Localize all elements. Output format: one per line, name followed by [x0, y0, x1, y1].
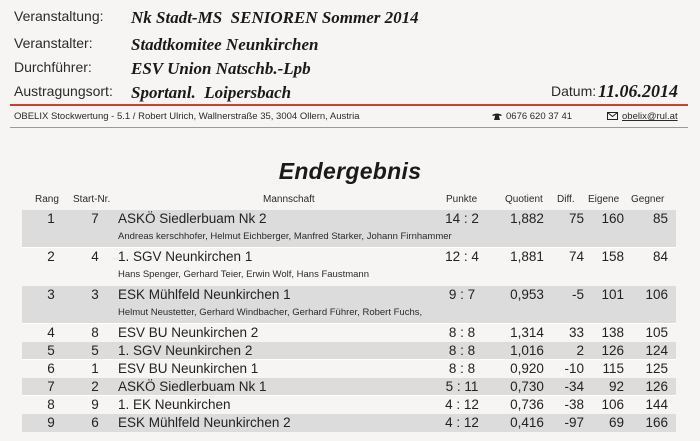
- event-info: [0, 0, 700, 105]
- footer-divider: [10, 127, 688, 128]
- team-cell: 1. EK Neunkirchen: [118, 397, 231, 412]
- austragungsort-label: Austragungsort:: [14, 83, 113, 99]
- diff-cell: 33: [568, 325, 584, 340]
- austragungsort-value: Sportanl. Loipersbach: [131, 83, 292, 102]
- punkte-cell: 9 : 7: [448, 287, 476, 302]
- diff-cell: -34: [564, 379, 584, 394]
- diff-cell: 75: [568, 211, 584, 226]
- header-eigene: Eigene: [588, 194, 620, 205]
- datum-label: Datum:: [551, 83, 597, 99]
- table-row: [0, 248, 700, 286]
- rang-cell: 2: [47, 249, 55, 264]
- players-cell: Helmut Neustetter, Gerhard Windbacher, Gerhard Führer, Robert Fuchs,: [118, 307, 423, 318]
- gegner-cell: 85: [652, 211, 668, 226]
- team-cell: 1. SGV Neunkirchen 1: [118, 249, 253, 264]
- quotient-cell: 0,416: [510, 415, 544, 430]
- durchfuehrer-label: Durchführer:: [14, 59, 92, 75]
- diff-cell: -5: [571, 287, 584, 302]
- table-header: [0, 194, 700, 208]
- punkte-cell: 8 : 8: [448, 343, 476, 358]
- table-row: [0, 378, 700, 396]
- table-row: [0, 414, 700, 432]
- punkte-cell: 8 : 8: [448, 361, 476, 376]
- results-table: [0, 210, 700, 432]
- quotient-cell: 0,730: [510, 379, 544, 394]
- team-cell: ESK Mühlfeld Neunkirchen 1: [118, 287, 291, 302]
- team-cell: ESV BU Neunkirchen 2: [118, 325, 259, 340]
- gegner-cell: 84: [652, 249, 668, 264]
- header-quotient: Quotient: [505, 194, 543, 205]
- diff-cell: -10: [564, 361, 584, 376]
- punkte-cell: 8 : 8: [448, 325, 476, 340]
- eigene-cell: 138: [601, 325, 624, 340]
- eigene-cell: 69: [608, 415, 624, 430]
- telephone-icon: [492, 113, 502, 120]
- envelope-icon: [607, 112, 618, 120]
- veranstalter-label: Veranstalter:: [14, 35, 93, 51]
- header-diff: Diff.: [557, 194, 575, 205]
- eigene-cell: 160: [601, 211, 624, 226]
- header-gegner: Gegner: [631, 194, 665, 205]
- start-cell: 9: [91, 397, 99, 412]
- quotient-cell: 0,953: [510, 287, 544, 302]
- gegner-cell: 105: [645, 325, 668, 340]
- gegner-cell: 124: [645, 343, 668, 358]
- diff-cell: 74: [568, 249, 584, 264]
- diff-cell: -38: [564, 397, 584, 412]
- punkte-cell: 4 : 12: [445, 397, 479, 412]
- players-cell: Hans Spenger, Gerhard Teier, Erwin Wolf, Hans Faustmann: [118, 269, 369, 280]
- eigene-cell: 126: [601, 343, 624, 358]
- table-row: [0, 286, 700, 324]
- veranstalter-value: Stadtkomitee Neunkirchen: [131, 35, 319, 54]
- diff-cell: -97: [564, 415, 584, 430]
- team-cell: ASKÖ Siedlerbuam Nk 2: [118, 211, 267, 226]
- header-rang: Rang: [35, 194, 59, 205]
- start-cell: 3: [91, 287, 99, 302]
- rang-cell: 8: [47, 397, 55, 412]
- table-row: [0, 360, 700, 378]
- eigene-cell: 106: [601, 397, 624, 412]
- punkte-cell: 5 : 11: [445, 379, 479, 394]
- eigene-cell: 92: [608, 379, 624, 394]
- punkte-cell: 4 : 12: [445, 415, 479, 430]
- table-row: [0, 210, 700, 248]
- rang-cell: 4: [47, 325, 55, 340]
- durchfuehrer-value: ESV Union Natschb.-Lpb: [131, 59, 311, 78]
- header-mannschaft: Mannschaft: [263, 194, 315, 205]
- gegner-cell: 126: [645, 379, 668, 394]
- quotient-cell: 1,314: [510, 325, 544, 340]
- rang-cell: 6: [47, 361, 55, 376]
- page-title: Endergebnis: [278, 158, 422, 184]
- quotient-cell: 0,920: [510, 361, 544, 376]
- start-cell: 5: [91, 343, 99, 358]
- veranstaltung-label: Veranstaltung:: [14, 8, 104, 24]
- quotient-cell: 1,882: [510, 211, 544, 226]
- start-cell: 8: [91, 325, 99, 340]
- header-punkte: Punkte: [446, 194, 478, 205]
- rang-cell: 5: [47, 343, 55, 358]
- diff-cell: 2: [576, 343, 584, 358]
- rang-cell: 1: [47, 211, 55, 226]
- eigene-cell: 115: [602, 361, 624, 376]
- rang-cell: 3: [47, 287, 55, 302]
- table-row: [0, 396, 700, 414]
- punkte-cell: 14 : 2: [445, 211, 479, 226]
- datum-value: 11.06.2014: [598, 81, 679, 101]
- rang-cell: 9: [47, 415, 55, 430]
- phone-number: 0676 620 37 41: [506, 111, 573, 122]
- players-cell: Andreas kerschhofer, Helmut Eichberger, Manfred Starker, Johann Firnhammer: [118, 231, 452, 242]
- gegner-cell: 144: [645, 397, 668, 412]
- gegner-cell: 166: [645, 415, 668, 430]
- gegner-cell: 106: [645, 287, 668, 302]
- email-contact[interactable]: [607, 111, 678, 122]
- phone-contact: [492, 111, 572, 122]
- table-row: [0, 324, 700, 342]
- punkte-cell: 12 : 4: [445, 249, 479, 264]
- eigene-cell: 158: [601, 249, 624, 264]
- email-link[interactable]: obelix@rul.at: [622, 111, 678, 122]
- veranstaltung-value: Nk Stadt-MS SENIOREN Sommer 2014: [131, 8, 419, 27]
- start-cell: 4: [91, 249, 99, 264]
- team-cell: 1. SGV Neunkirchen 2: [118, 343, 253, 358]
- rang-cell: 7: [47, 379, 55, 394]
- header-divider: [10, 104, 688, 106]
- team-cell: ESK Mühlfeld Neunkirchen 2: [118, 415, 291, 430]
- quotient-cell: 1,881: [510, 249, 544, 264]
- team-cell: ASKÖ Siedlerbuam Nk 1: [118, 379, 267, 394]
- header-start: Start-Nr.: [73, 194, 111, 205]
- team-cell: ESV BU Neunkirchen 1: [118, 361, 259, 376]
- eigene-cell: 101: [601, 287, 624, 302]
- software-credit: OBELIX Stockwertung - 5.1 / Robert Ulrich, Wallnerstraße 35, 3004 Ollern, Austria: [14, 111, 360, 122]
- gegner-cell: 125: [645, 361, 668, 376]
- table-row: [0, 342, 700, 360]
- start-cell: 6: [91, 415, 99, 430]
- quotient-cell: 0,736: [510, 397, 544, 412]
- start-cell: 1: [91, 361, 99, 376]
- quotient-cell: 1,016: [510, 343, 544, 358]
- start-cell: 7: [91, 211, 99, 226]
- start-cell: 2: [91, 379, 99, 394]
